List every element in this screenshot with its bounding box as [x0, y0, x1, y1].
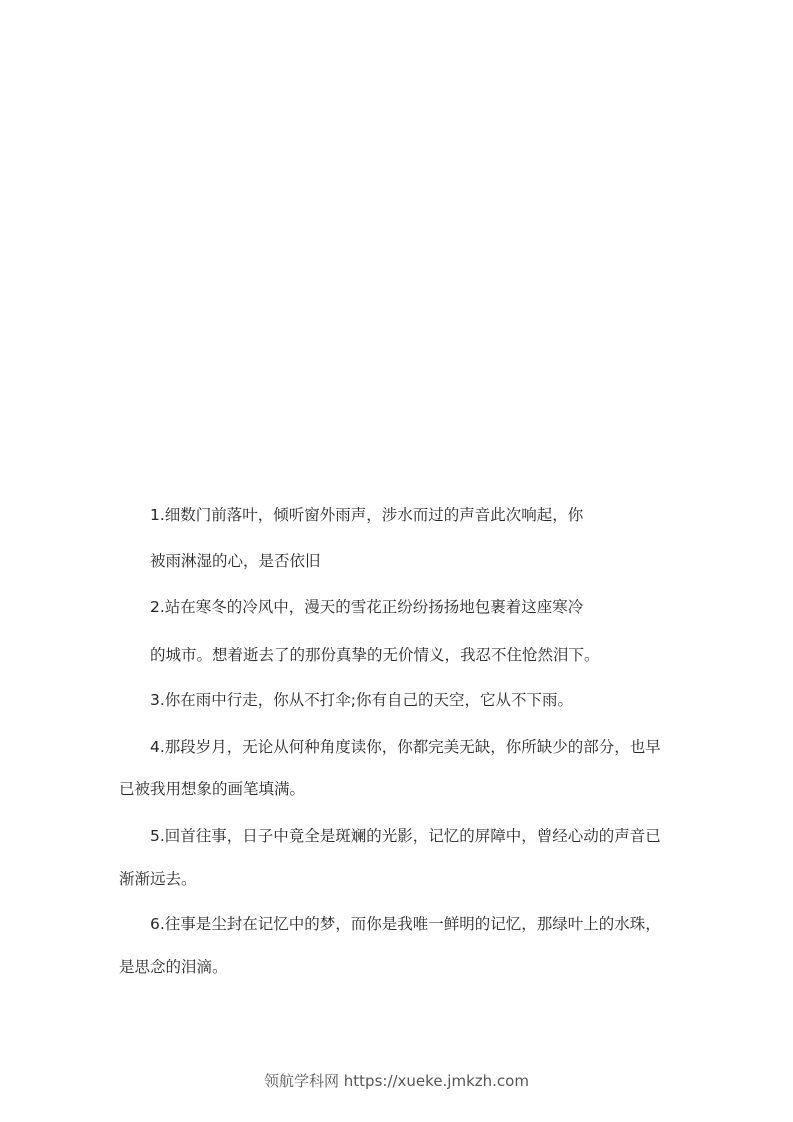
paragraph-1-line-1: 1.细数门前落叶，倾听窗外雨声，涉水而过的声音此次响起，你 [150, 506, 584, 524]
footer-watermark: 领航学科网 https://xueke.jmkzh.com [264, 1072, 529, 1090]
paragraph-4-line-2: 已被我用想象的画笔填满。 [119, 780, 306, 798]
paragraph-4-line-1: 4.那段岁月，无论从何种角度读你，你都完美无缺，你所缺少的部分，也早 [150, 738, 661, 756]
paragraph-2-line-2: 的城市。想着逝去了的那份真挚的无价情义，我忍不住怆然泪下。 [150, 646, 600, 664]
paragraph-3-line-1: 3.你在雨中行走，你从不打伞;你有自己的天空，它从不下雨。 [150, 691, 574, 709]
paragraph-6-line-2: 是思念的泪滴。 [119, 958, 228, 976]
paragraph-6-line-1: 6.往事是尘封在记忆中的梦，而你是我唯一鲜明的记忆，那绿叶上的水珠， [150, 915, 661, 933]
paragraph-5-line-2: 渐渐远去。 [119, 870, 197, 888]
paragraph-5-line-1: 5.回首往事，日子中竟全是斑斓的光影，记忆的屏障中，曾经心动的声音已 [150, 827, 661, 845]
paragraph-2-line-1: 2.站在寒冬的冷风中，漫天的雪花正纷纷扬扬地包裹着这座寒冷 [150, 598, 584, 616]
paragraph-1-line-2: 被雨淋湿的心，是否依旧 [150, 552, 321, 570]
